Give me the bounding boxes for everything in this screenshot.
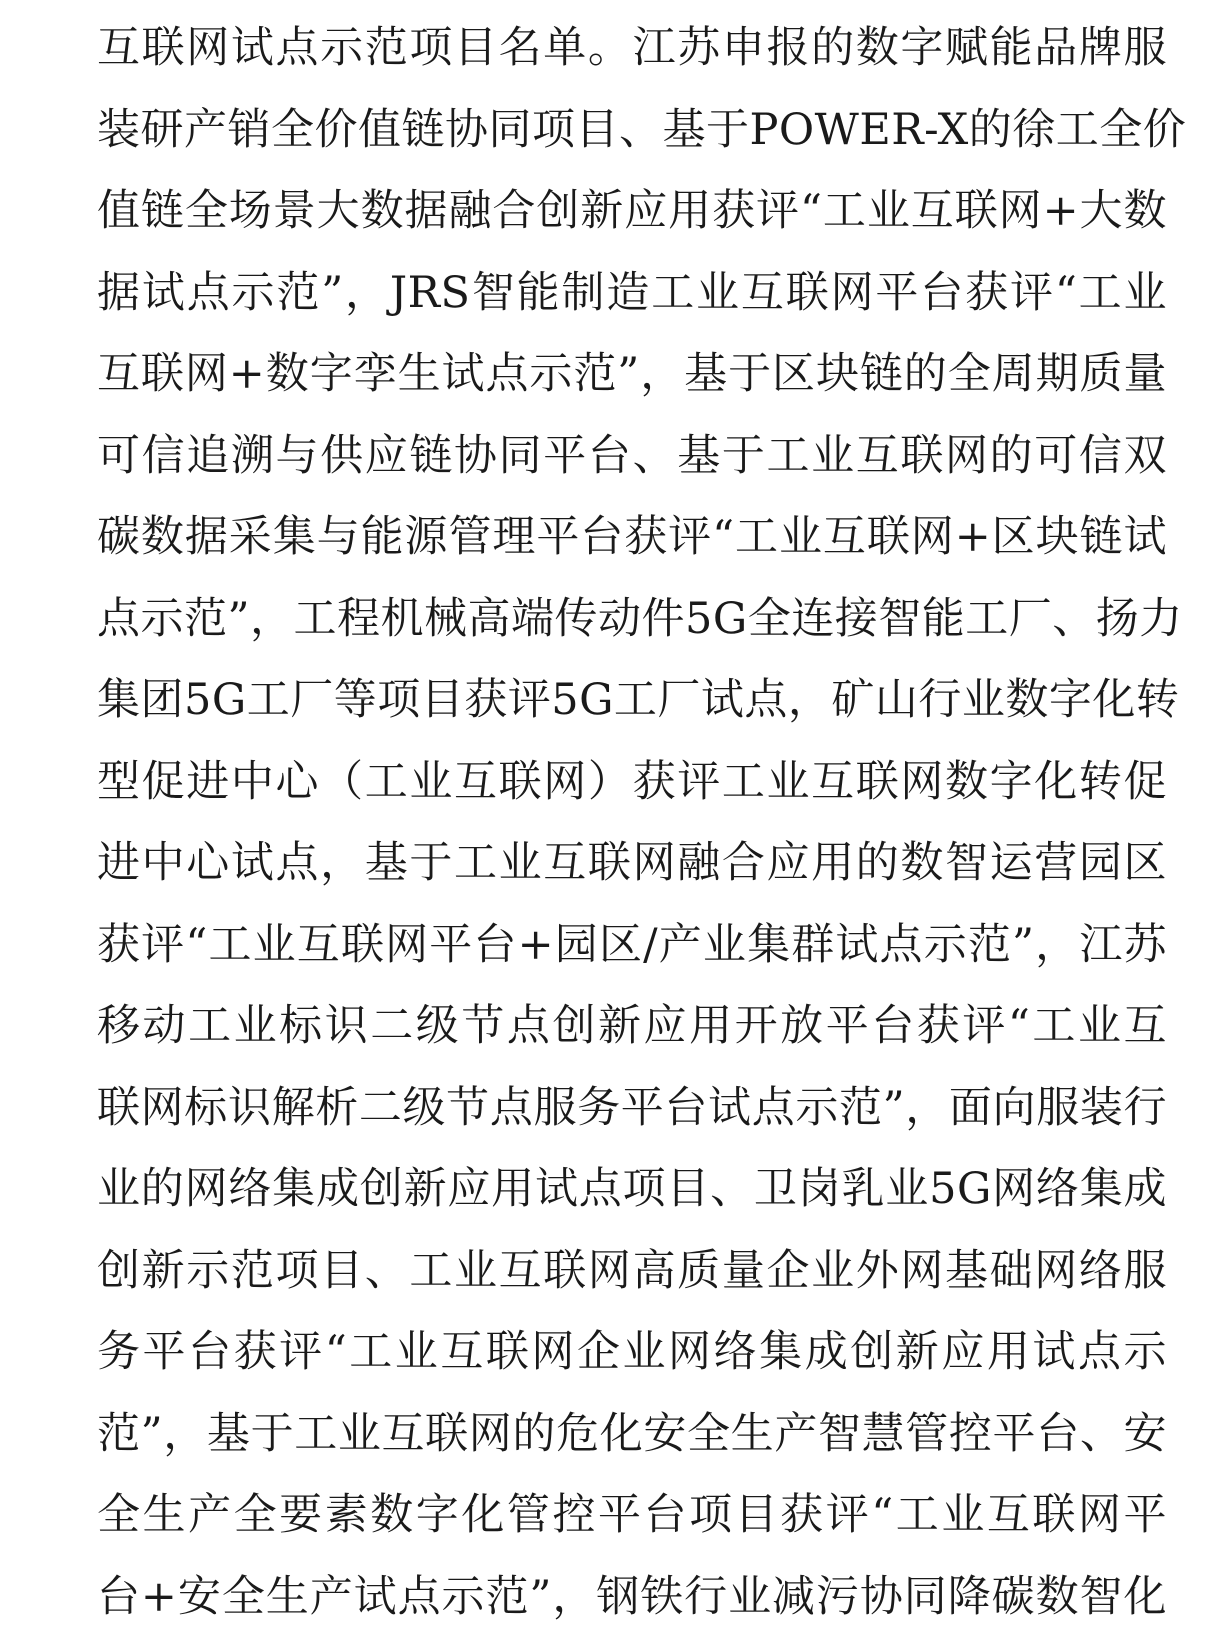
text-line: 范”，基于工业互联网的危化安全生产智慧管控平台、安 (97, 1408, 1167, 1459)
text-line: 进中心试点，基于工业互联网融合应用的数智运营园区 (97, 838, 1167, 888)
text-line: 联网标识解析二级节点服务平台试点示范”，面向服装行 (97, 1082, 1167, 1133)
text-line: 点示范”，工程机械高端传动件5G全连接智能工厂、扬力 (97, 593, 1183, 644)
text-line: 装研产销全价值链协同项目、基于POWER-X的徐工全价 (97, 104, 1187, 155)
text-line: 集团5G工厂等项目获评5G工厂试点，矿山行业数字化转 (97, 675, 1180, 725)
text-line: 创新示范项目、工业互联网高质量企业外网基础网络服 (97, 1245, 1167, 1296)
text-line: 可信追溯与供应链协同平台、基于工业互联网的可信双 (97, 430, 1167, 481)
text-line: 据试点示范”，JRS智能制造工业互联网平台获评“工业 (97, 267, 1167, 318)
text-line: 获评“工业互联网平台+园区/产业集群试点示范”，江苏 (97, 919, 1167, 970)
text-line: 互联网+数字孪生试点示范”，基于区块链的全周期质量 (97, 349, 1167, 399)
body-paragraph (97, 8, 1187, 1638)
text-line: 全生产全要素数字化管控平台项目获评“工业互联网平 (97, 1490, 1167, 1540)
text-line: 业的网络集成创新应用试点项目、卫岗乳业5G网络集成 (97, 1164, 1167, 1214)
text-line: 互联网试点示范项目名单。江苏申报的数字赋能品牌服 (97, 23, 1167, 73)
text-line: 值链全场景大数据融合创新应用获评“工业互联网+大数 (97, 186, 1167, 236)
text-line: 台+安全生产试点示范”，钢铁行业减污协同降碳数智化 (97, 1571, 1167, 1622)
text-line: 移动工业标识二级节点创新应用开放平台获评“工业互 (97, 1001, 1167, 1051)
text-line: 型促进中心（工业互联网）获评工业互联网数字化转促 (97, 756, 1167, 807)
text-line: 碳数据采集与能源管理平台获评“工业互联网+区块链试 (97, 512, 1167, 562)
text-line: 务平台获评“工业互联网企业网络集成创新应用试点示 (97, 1327, 1167, 1377)
